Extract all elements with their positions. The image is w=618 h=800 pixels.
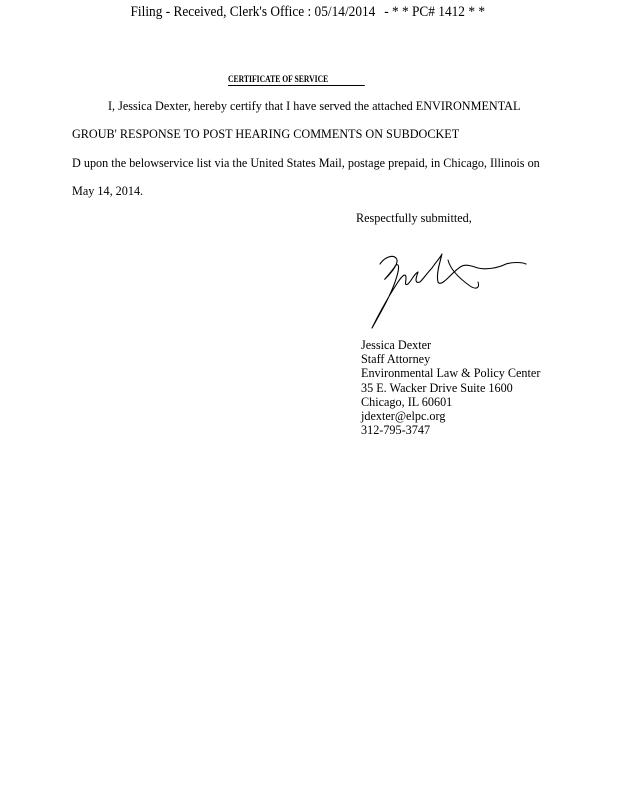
signer-title: Staff Attorney <box>361 352 431 367</box>
signer-organization: Environmental Law & Policy Center <box>361 366 541 381</box>
certificate-line-3: D upon the belowservice list via the United States Mail, postage prepaid, in Chicago, Illinois on <box>72 156 540 170</box>
signer-name: Jessica Dexter <box>361 338 432 352</box>
signer-email: jdexter@elpc.org <box>361 409 446 424</box>
signature-block <box>361 338 540 437</box>
closing-phrase: Respectfully submitted, <box>356 211 472 225</box>
address-line-2: Chicago, IL 60601 <box>361 394 453 409</box>
signer-phone: 312-795-3747 <box>361 423 431 438</box>
certificate-title: CERTIFICATE OF SERVICE <box>228 74 365 86</box>
certificate-line-1: I, Jessica Dexter, hereby certify that I have served the attached ENVIRONMENTAL <box>108 99 521 113</box>
filing-received-text: Filing - Received, Clerk's Office : 05/14/2014 <box>130 4 376 20</box>
certificate-line-4: May 14, 2014. <box>72 184 144 198</box>
handwritten-signature <box>366 242 531 334</box>
address-line-1: 35 E. Wacker Drive Suite 1600 <box>361 380 513 395</box>
pc-number-text: - * * PC# 1412 * * <box>384 4 486 20</box>
certificate-line-2: GROUB' RESPONSE TO POST HEARING COMMENTS ON SUBDOCKET <box>72 127 460 141</box>
filing-stamp-header <box>26 4 595 21</box>
